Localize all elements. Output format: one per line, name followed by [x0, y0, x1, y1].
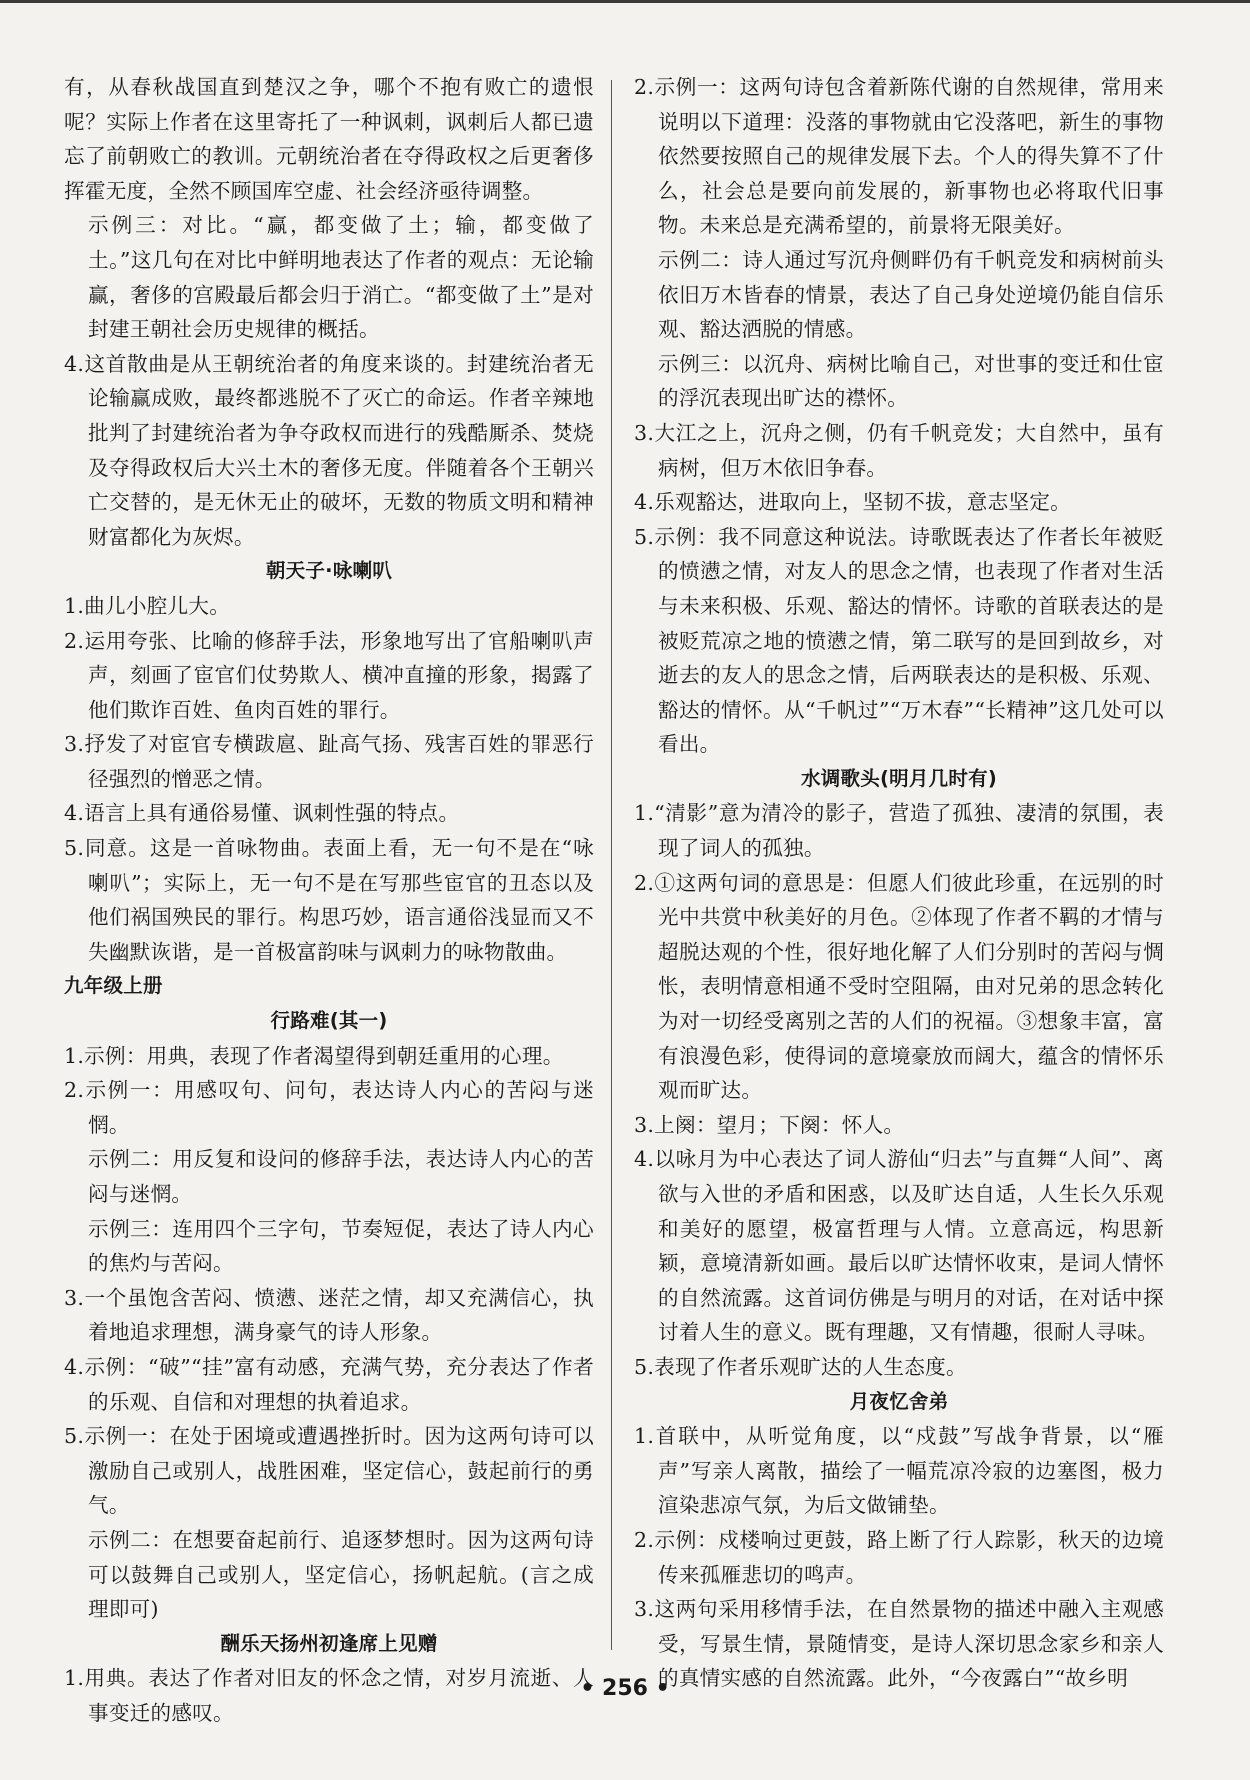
- answer-item: 4.语言上具有通俗易懂、讽刺性强的特点。: [64, 801, 460, 826]
- answer-item: 2.运用夸张、比喻的修辞手法，形象地写出了官船喇叭声声，刻画了宦官们仗势欺人、横冲直撞的形象，揭露了他们欺诈百姓、鱼肉百姓的罪行。: [64, 628, 594, 722]
- answer-item: 3.大江之上，沉舟之侧，仍有千帆竞发；大自然中，虽有病树，但万木依旧争春。: [634, 420, 1164, 480]
- answer-item: 2.①这两句词的意思是：但愿人们彼此珍重，在远别的时光中共赏中秋美好的月色。②体现了作者不羁的才情与超脱达观的个性，很好地化解了人们分别时的苦闷与惆怅，表明情意相通不受时空阻隔，由对兄弟的思念转化为对一切经受离别之苦的人们的祝福。③想象丰富，富有浪漫色彩，使得词的意境豪放而阔大，蕴含的情怀乐观而旷达。: [634, 870, 1164, 1103]
- answer-example: 示例二：在想要奋起前行、追逐梦想时。因为这两句诗可以鼓舞自己或别人，坚定信心，扬帆起航。(言之成理即可): [88, 1527, 594, 1622]
- section-title: 水调歌头(明月几时有): [800, 766, 998, 790]
- answer-example: 示例三：对比。“赢，都变做了土；输，都变做了土。”这几句在对比中鲜明地表达了作者的观点：无论输赢，奢侈的宫殿最后都会归于消亡。“都变做了土”是对封建王朝社会历史规律的概括。: [88, 213, 594, 342]
- answer-item: 4.乐观豁达，进取向上，坚韧不拔，意志坚定。: [634, 490, 1072, 515]
- answer-item: 5.示例：我不同意这种说法。诗歌既表达了作者长年被贬的愤懑之情，对友人的思念之情，也表现了作者对生活与未来积极、乐观、豁达的情怀。诗歌的首联表达的是被贬荒凉之地的愤懑之情，第二联写的是回到故乡，对逝去的友人的思念之情，后两联表达的是积极、乐观、豁达的情怀。从“千帆过”“万木春”“长精神”这几处可以看出。: [634, 524, 1164, 757]
- answer-item: 2.示例一：用感叹句、问句，表达诗人内心的苦闷与迷惘。: [64, 1078, 594, 1137]
- section-title: 月夜忆舍弟: [849, 1389, 949, 1413]
- answer-item: 1.示例：用典，表现了作者渴望得到朝廷重用的心理。: [64, 1043, 564, 1068]
- answer-item: 1.“清影”意为清冷的影子，营造了孤独、凄清的氛围，表现了词人的孤独。: [634, 801, 1164, 861]
- section-title: 酬乐天扬州初逢席上见赠: [220, 1631, 438, 1655]
- answer-example: 示例二：用反复和设问的修辞手法，表达诗人内心的苦闷与迷惘。: [88, 1147, 594, 1206]
- answer-item: 4.示例：“破”“挂”富有动感，充满气势，充分表达了作者的乐观、自信和对理想的执着追求。: [64, 1354, 594, 1414]
- answer-item: 3.一个虽饱含苦闷、愤懑、迷茫之情，却又充满信心，执着地追求理想，满身豪气的诗人形象。: [64, 1285, 594, 1345]
- answer-item: 3.抒发了对宦官专横跋扈、趾高气扬、残害百姓的罪恶行径强烈的憎恶之情。: [64, 732, 594, 791]
- answer-item: 4.这首散曲是从王朝统治者的角度来谈的。封建统治者无论输赢成败，最终都逃脱不了灭亡的命运。作者辛辣地批判了封建统治者为争夺政权而进行的残酷厮杀、焚烧及夺得政权后大兴土木的奢侈无度。伴随着各个王朝兴亡交替的，是无休无止的破坏，无数的物质文明和精神财富都化为灰烬。: [64, 351, 594, 549]
- answer-example: 示例二：诗人通过写沉舟侧畔仍有千帆竞发和病树前头依旧万木皆春的情景，表达了自己身处逆境仍能自信乐观、豁达洒脱的情感。: [658, 247, 1164, 342]
- page-top-edge: [0, 0, 1250, 3]
- answer-item: 4.以咏月为中心表达了词人游仙“归去”与直舞“人间”、离欲与入世的矛盾和困惑，以及旷达自适，人生长久乐观和美好的愿望，极富哲理与人情。立意高远，构思新颖，意境清新如画。最后以旷达情怀收束，是词人情怀的自然流露。这首词仿佛是与明月的对话，在对话中探讨着人生的意义。既有理趣，又有情趣，很耐人寻味。: [634, 1147, 1164, 1345]
- column-divider: [611, 80, 612, 1650]
- answer-example: 示例三：以沉舟、病树比喻自己，对世事的变迁和仕宦的浮沉表现出旷达的襟怀。: [658, 351, 1164, 411]
- answer-item: 5.同意。这是一首咏物曲。表面上看，无一句不是在“咏喇叭”；实际上，无一句不是在写那些宦官的丑态以及他们祸国殃民的罪行。构思巧妙，语言通俗浅显而又不失幽默诙谐，是一首极富韵味与讽刺力的咏物散曲。: [64, 836, 594, 964]
- answer-example: 示例三：连用四个三字句，节奏短促，表达了诗人内心的焦灼与苦闷。: [88, 1216, 594, 1276]
- section-title: 行路难(其一): [270, 1009, 388, 1033]
- answer-item: 5.表现了作者乐观旷达的人生态度。: [634, 1354, 967, 1379]
- answer-item: 1.曲儿小腔儿大。: [64, 593, 231, 618]
- answer-item: 2.示例一：这两句诗包含着新陈代谢的自然规律，常用来说明以下道理：没落的事物就由它没落吧，新生的事物依然要按照自己的规律发展下去。个人的得失算不了什么，社会总是要向前发展的，新事物也必将取代旧事物。未来总是充满希望的，前景将无限美好。: [634, 75, 1164, 238]
- answer-item: 3.这两句采用移情手法，在自然景物的描述中融入主观感受，写景生情，景随情变，是诗人深切思念家乡和亲人的真情实感的自然流露。此外，“今夜露白”“故乡明: [634, 1597, 1164, 1691]
- answer-item: 1.首联中，从听觉角度，以“戍鼓”写战争背景，以“雁声”写亲人离散，描绘了一幅荒凉冷寂的边塞图，极力渲染悲凉气氛，为后文做铺垫。: [634, 1424, 1164, 1518]
- answer-item: 5.示例一：在处于困境或遭遇挫折时。因为这两句诗可以激励自己或别人，战胜困难，坚定信心，鼓起前行的勇气。: [64, 1424, 594, 1518]
- answer-item: 1.用典。表达了作者对旧友的怀念之情，对岁月流逝、人事变迁的感叹。: [64, 1666, 594, 1725]
- answer-item: 3.上阕：望月；下阕：怀人。: [634, 1112, 905, 1137]
- right-column: [634, 70, 1164, 1696]
- left-column: [64, 70, 594, 1731]
- section-heading: 九年级上册: [64, 974, 163, 998]
- section-title: 朝天子·咏喇叭: [265, 559, 393, 583]
- answer-item: 2.示例：戍楼响过更鼓，路上断了行人踪影，秋天的边境传来孤雁悲切的鸣声。: [634, 1527, 1164, 1587]
- paragraph-continued: 有，从春秋战国直到楚汉之争，哪个不抱有败亡的遗恨呢？实际上作者在这里寄托了一种讽刺，讽刺后人都已遗忘了前朝败亡的教训。元朝统治者在夺得政权之后更奢侈挥霍无度，全然不顾国库空虚、社会经济亟待调整。: [64, 75, 594, 203]
- page-number: • 256 •: [580, 1676, 670, 1701]
